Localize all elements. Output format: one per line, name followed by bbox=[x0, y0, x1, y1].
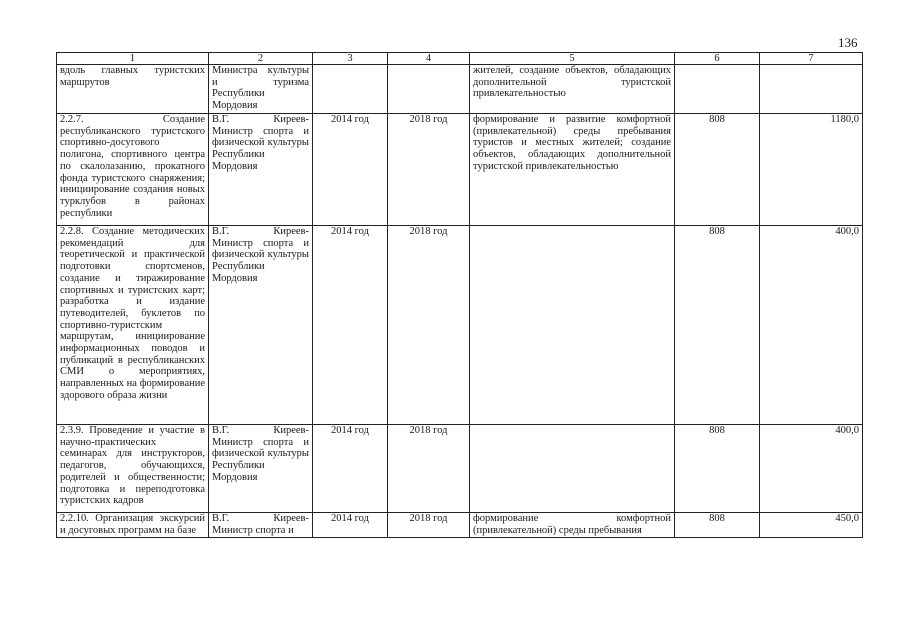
result-cell: формирование комфортной (привлекательной) среды пребывания bbox=[470, 513, 675, 538]
responsible-cell bbox=[209, 513, 313, 538]
table-row bbox=[57, 513, 863, 538]
measure-cell: 2.2.10. Организация экскурсий и досуговых программ на базе bbox=[57, 513, 209, 538]
responsible-text: В.Г. Киреев Министр спорта и физической культуры Республики Мордовия bbox=[212, 114, 309, 172]
measure-cell: 2.3.9. Проведение и участие в научно-практических семинарах для инструкторов, педагогов, обучающихся, родителей и общественности; подготовка и переподготовка туристских кадров bbox=[57, 425, 209, 513]
code-cell bbox=[675, 65, 760, 114]
responsible-cell bbox=[209, 226, 313, 425]
start-year-cell: 2014 год bbox=[313, 425, 388, 513]
amount-cell: 400,0 bbox=[760, 425, 863, 513]
code-cell: 808 bbox=[675, 513, 760, 538]
result-cell: жителей, создание объектов, обладающих дополнительной туристской привлекательностью bbox=[470, 65, 675, 114]
responsible-text: В.Г. Киреев Министр спорта и физической культуры Республики Мордовия bbox=[212, 226, 309, 284]
responsible-text: Министра культуры и туризма Республики Мордовия bbox=[212, 65, 309, 112]
page-number: 136 bbox=[838, 35, 858, 50]
end-year-cell: 2018 год bbox=[388, 425, 470, 513]
responsible-cell bbox=[209, 65, 313, 114]
result-cell bbox=[470, 226, 675, 425]
amount-cell bbox=[760, 65, 863, 114]
result-cell: формирование и развитие комфортной (привлекательной) среды пребывания туристов и местных жителей; создание объектов, обладающих дополнительной туристской привлекательностью bbox=[470, 114, 675, 226]
table-row bbox=[57, 114, 863, 226]
end-year-cell: 2018 год bbox=[388, 114, 470, 226]
header-cell: 3 bbox=[313, 53, 388, 65]
responsible-dash: - bbox=[305, 114, 309, 125]
responsible-text: В.Г. Киреев Министр спорта и физической культуры Республики Мордовия bbox=[212, 425, 309, 483]
header-cell: 2 bbox=[209, 53, 313, 65]
measure-cell: 2.2.7. Создание республиканского туристского спортивно-досугового полигона, спортивного центра по скалолазанию, прокатного фонда туристского снаряжения; инициирование создания новых турклубов в районах республики bbox=[57, 114, 209, 226]
measures-table bbox=[56, 52, 863, 538]
table-row bbox=[57, 425, 863, 513]
responsible-cell bbox=[209, 425, 313, 513]
end-year-cell bbox=[388, 65, 470, 114]
code-cell: 808 bbox=[675, 114, 760, 226]
result-cell bbox=[470, 425, 675, 513]
code-cell: 808 bbox=[675, 226, 760, 425]
responsible-cell bbox=[209, 114, 313, 226]
start-year-cell: 2014 год bbox=[313, 513, 388, 538]
responsible-dash: - bbox=[305, 226, 309, 237]
end-year-cell: 2018 год bbox=[388, 226, 470, 425]
header-cell: 6 bbox=[675, 53, 760, 65]
measure-cell: 2.2.8. Создание методических рекомендаций для теоретической и практической подготовки спортсменов, создание и тиражирование спортивных и туристских карт; разработка и издание путеводителей, буклетов по спортивно-туристским маршрутам, инициирование информационных поводов и публикаций в республиканских СМИ о мероприятиях, направленных на формирование здорового образа жизни bbox=[57, 226, 209, 425]
measure-cell: вдоль главных туристских маршрутов bbox=[57, 65, 209, 114]
start-year-cell: 2014 год bbox=[313, 226, 388, 425]
responsible-dash: - bbox=[305, 425, 309, 436]
amount-cell: 450,0 bbox=[760, 513, 863, 538]
table-row bbox=[57, 226, 863, 425]
header-cell: 4 bbox=[388, 53, 470, 65]
table-row bbox=[57, 65, 863, 114]
amount-cell: 1180,0 bbox=[760, 114, 863, 226]
responsible-dash: - bbox=[305, 513, 309, 524]
start-year-cell: 2014 год bbox=[313, 114, 388, 226]
code-cell: 808 bbox=[675, 425, 760, 513]
start-year-cell bbox=[313, 65, 388, 114]
header-cell: 7 bbox=[760, 53, 863, 65]
header-cell: 1 bbox=[57, 53, 209, 65]
table-header-row bbox=[57, 53, 863, 65]
end-year-cell: 2018 год bbox=[388, 513, 470, 538]
responsible-text: В.Г. Киреев Министр спорта и bbox=[212, 513, 306, 536]
header-cell: 5 bbox=[470, 53, 675, 65]
amount-cell: 400,0 bbox=[760, 226, 863, 425]
